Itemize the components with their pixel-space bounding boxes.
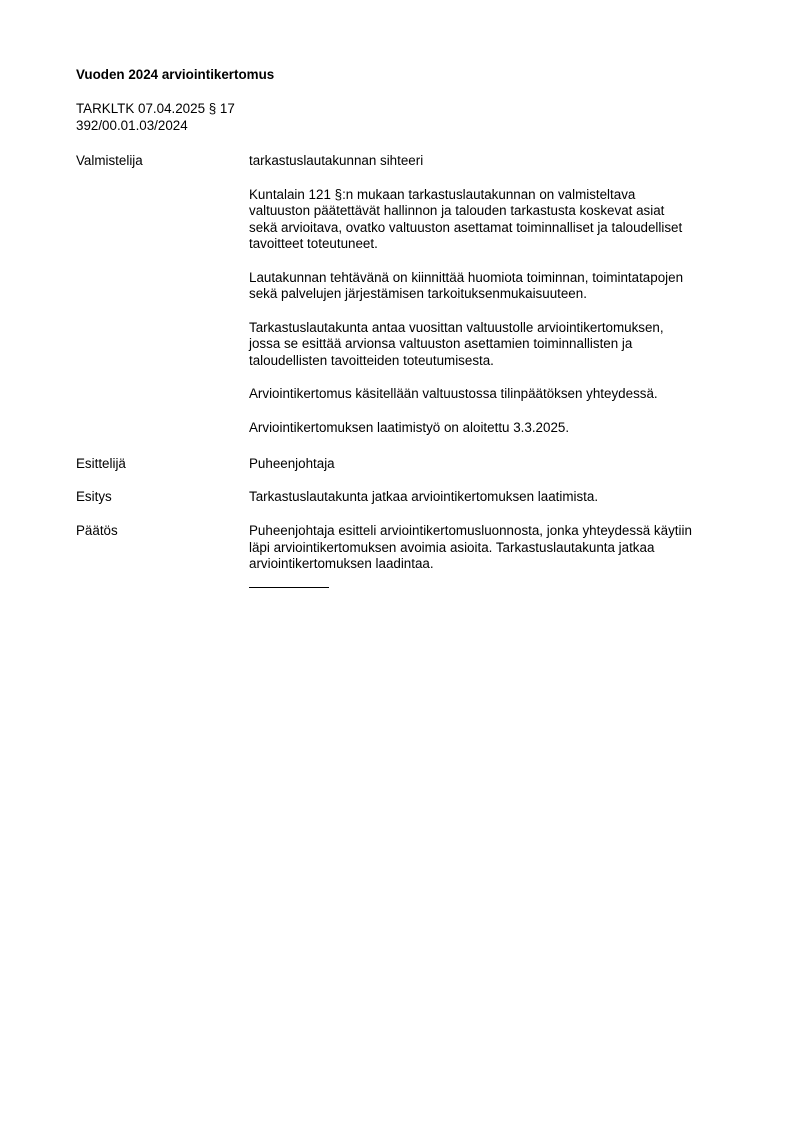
paragraph-line: Tarkastuslautakunta antaa vuosittan valtuustolle arviointikertomuksen,	[249, 319, 664, 335]
esittelija-value: Puheenjohtaja	[249, 456, 335, 471]
paragraph-line: läpi arviointikertomuksen avoimia asioita. Tarkastuslautakunta jatkaa	[249, 539, 655, 555]
label-esitys: Esitys	[76, 489, 112, 504]
paragraph-line: tavoitteet toteutuneet.	[249, 236, 378, 251]
preparer-value: tarkastuslautakunnan sihteeri	[249, 153, 424, 168]
record-id: 392/00.01.03/2024	[76, 117, 188, 133]
valmistelija-paragraph-2	[249, 270, 749, 303]
paragraph-line: valtuuston päätettävät hallinnon ja talouden tarkastusta koskevat asiat	[249, 203, 665, 218]
document-meta	[76, 101, 235, 134]
valmistelija-paragraph-1	[249, 187, 749, 253]
paragraph-line: taloudellisten tavoitteiden toteutumisesta.	[249, 352, 494, 368]
label-paatos: Päätös	[76, 523, 118, 538]
valmistelija-paragraph-4: Arviointikertomus käsitellään valtuustossa tilinpäätöksen yhteydessä.	[249, 386, 658, 401]
paragraph-line: sekä palvelujen järjestämisen tarkoituksenmukaisuuteen.	[249, 286, 587, 301]
valmistelija-paragraph-5: Arviointikertomuksen laatimistyö on aloitettu 3.3.2025.	[249, 419, 570, 435]
label-valmistelija: Valmistelija	[76, 153, 143, 168]
paragraph-line: Kuntalain 121 §:n mukaan tarkastuslautakunnan on valmisteltava	[249, 186, 636, 202]
document-title: Vuoden 2024 arviointikertomus	[76, 67, 275, 82]
paragraph-line: jossa se esittää arvionsa valtuuston asettamien toiminnallisten ja	[249, 336, 633, 351]
valmistelija-content	[249, 153, 749, 436]
paragraph-line: Lautakunnan tehtävänä on kiinnittää huomiota toiminnan, toimintatapojen	[249, 269, 684, 285]
esitys-value: Tarkastuslautakunta jatkaa arviointikertomuksen laatimista.	[249, 489, 599, 504]
valmistelija-paragraph-3	[249, 320, 749, 370]
end-rule	[249, 587, 329, 588]
paragraph-line: arviointikertomuksen laadintaa.	[249, 556, 434, 571]
paatos-content	[249, 523, 749, 573]
paragraph-line: Puheenjohtaja esitteli arviointikertomusluonnosta, jonka yhteydessä käytiin	[249, 523, 692, 538]
meeting-reference: TARKLTK 07.04.2025 § 17	[76, 101, 235, 116]
label-esittelija: Esittelijä	[76, 456, 126, 471]
paragraph-line: sekä arvioitava, ovatko valtuuston asettamat toiminnalliset ja taloudelliset	[249, 219, 683, 235]
